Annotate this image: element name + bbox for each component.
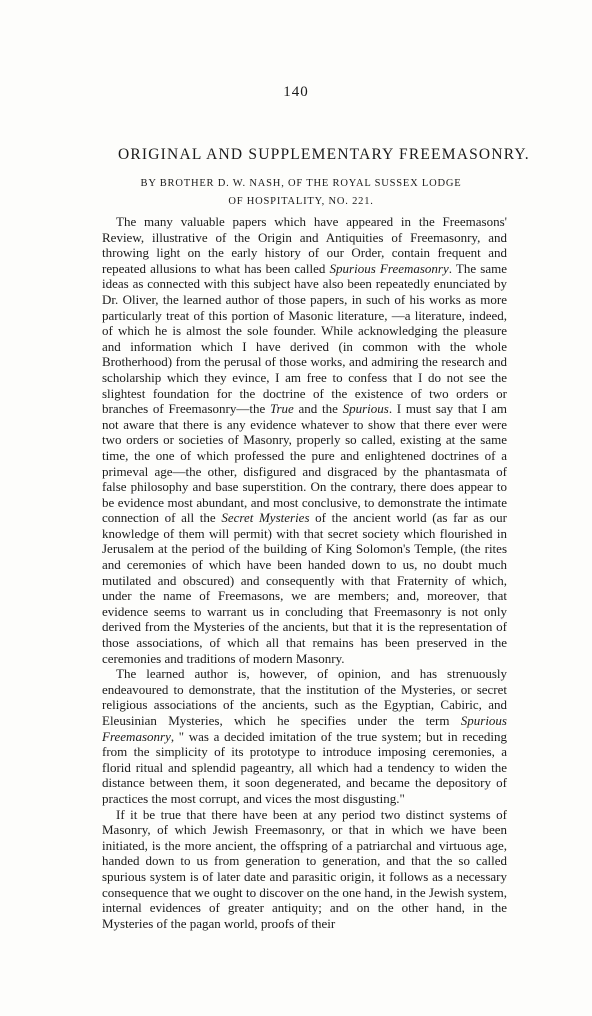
text-run: of the ancient world (as far as our knowledge of them will permit) with that secret society which flourished in Jerusalem at the period of the building of King Solomon's Temple, (the rites and ceremonies of which have been handed down to us, no doubt much mutilated and obscured) and consequently with that Fraternity of which, under the name of Freemasons, we are members; and, moreover, that evidence seems to warrant us in concluding that Freemasonry is not only derived from the Mysteries of the ancients, but that it is the representation of those associations, of which all that remains has been preserved in the ceremonies and traditions of modern Masonry. <box>102 510 507 666</box>
paragraph <box>102 807 507 932</box>
article-title: ORIGINAL AND SUPPLEMENTARY FREEMASONRY. <box>118 146 530 163</box>
text-run: The many valuable papers which have appeared in the Freemasons' Review, illustrative of the Origin and Antiquities of Freemasonry, and throwing light on the early history of our Order, contain frequent and repeated allusions to what has been called <box>102 214 507 276</box>
italic-phrase: Spurious Freemasonry <box>329 260 449 276</box>
italic-phrase: Spurious <box>342 401 389 417</box>
paragraph <box>102 214 507 666</box>
paragraph <box>102 666 507 806</box>
author-byline-lodge: OF HOSPITALITY, NO. 221. <box>228 196 374 207</box>
page-number: 140 <box>283 84 309 100</box>
text-run: The learned author is, however, of opinion, and has strenuously endeavoured to demonstrate, that the institution of the Mysteries, or secret religious associations of the ancients, such as the Egyptian, Cabiric, and Eleusinian Mysteries, which he specifies under the term <box>102 666 507 728</box>
text-run: . The same ideas as connected with this subject have also been repeatedly enunciated by Dr. Oliver, the learned author of those papers, in such of his works as more particularly treat of this portion of Masonic literature, —a literature, indeed, of which he is almost the sole founder. While acknowledging the pleasure and information which I have derived (in common with the whole Brotherhood) from the perusal of those works, and admiring the research and scholarship which they evince, I am free to confess that I do not see the slightest foundation for the doctrine of the existence of two orders or branches of Freemasonry—the <box>102 260 507 417</box>
text-run: If it be true that there have been at any period two distinct systems of Masonry, of which Jewish Freemasonry, or that in which we have been initiated, is the more ancient, the offspring of a patriarchal and virtuous age, handed down to us from generation to generation, and that the so called spurious system is of later date and parasitic origin, it follows as a necessary consequence that we ought to discover on the one hand, in the Jewish system, internal evidences of greater antiquity; and on the other hand, in the Mysteries of the pagan world, proofs of their <box>102 806 507 931</box>
italic-phrase: Spurious Freemasonry <box>102 713 507 744</box>
text-run: , " was a decided imitation of the true system; but in receding from the simplicity of its prototype to introduce imposing ceremonies, a florid ritual and splendid pageantry, all which had a tendency to widen the distance between them, it soon degenerated, and became the depository of practices the most corrupt, and vices the most disgusting." <box>102 728 507 806</box>
author-byline: BY BROTHER D. W. NASH, OF THE ROYAL SUSSEX LODGE <box>140 178 462 189</box>
italic-phrase: Secret Mysteries <box>221 510 310 526</box>
text-run: . I must say that I am not aware that there is any evidence whatever to show that there ever were two orders or societies of Masonry, properly so called, existing at the same time, the one of which professed the pure and enlightened doctrines of a primeval age—the other, disfigured and disgraced by the phantasmata of false philosophy and base superstition. On the contrary, there does appear to be evidence most abundant, and most conclusive, to demonstrate the intimate connection of all the <box>102 401 507 526</box>
article-body <box>102 214 507 931</box>
italic-phrase: True <box>269 401 294 417</box>
text-run: and the <box>293 401 343 417</box>
